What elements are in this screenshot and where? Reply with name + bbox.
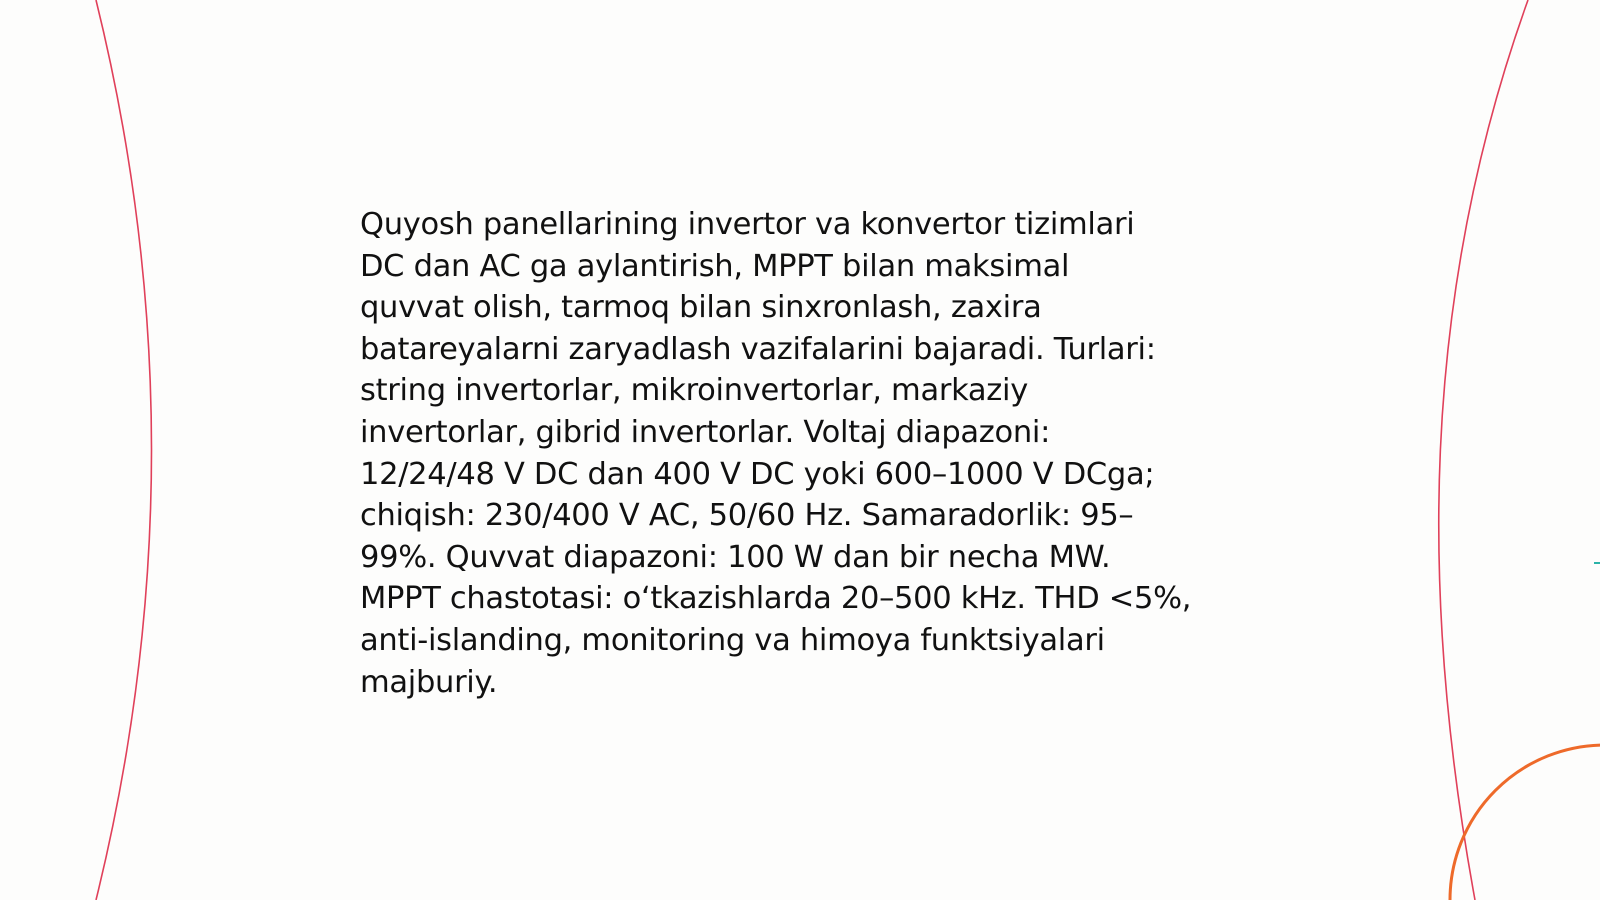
- right-arc-curve: [1439, 0, 1528, 900]
- body-line: majburiy.: [360, 664, 498, 700]
- orange-circle-accent: [1450, 745, 1600, 900]
- body-line: MPPT chastotasi: oʻtkazishlarda 20–500 kHz. THD <5%,: [360, 581, 1192, 617]
- left-arc-curve: [96, 0, 152, 900]
- body-line: anti-islanding, monitoring va himoya funktsiyalari: [360, 622, 1105, 658]
- body-line: 99%. Quvvat diapazoni: 100 W dan bir necha MW.: [360, 539, 1111, 575]
- body-line: quvvat olish, tarmoq bilan sinxronlash, zaxira: [360, 290, 1042, 326]
- body-line: 12/24/48 V DC dan 400 V DC yoki 600–1000 V DCga;: [360, 456, 1155, 492]
- body-line: chiqish: 230/400 V AC, 50/60 Hz. Samaradorlik: 95–: [360, 498, 1134, 534]
- body-line: DC dan AC ga aylantirish, MPPT bilan maksimal: [360, 248, 1070, 284]
- body-line: invertorlar, gibrid invertorlar. Voltaj diapazoni:: [360, 414, 1051, 450]
- body-paragraph: [360, 204, 1250, 703]
- body-line: Quyosh panellarining invertor va konvertor tizimlari: [360, 207, 1135, 242]
- body-line: string invertorlar, mikroinvertorlar, markaziy: [360, 373, 1028, 409]
- body-line: batareyalarni zaryadlash vazifalarini bajaradi. Turlari:: [360, 331, 1156, 367]
